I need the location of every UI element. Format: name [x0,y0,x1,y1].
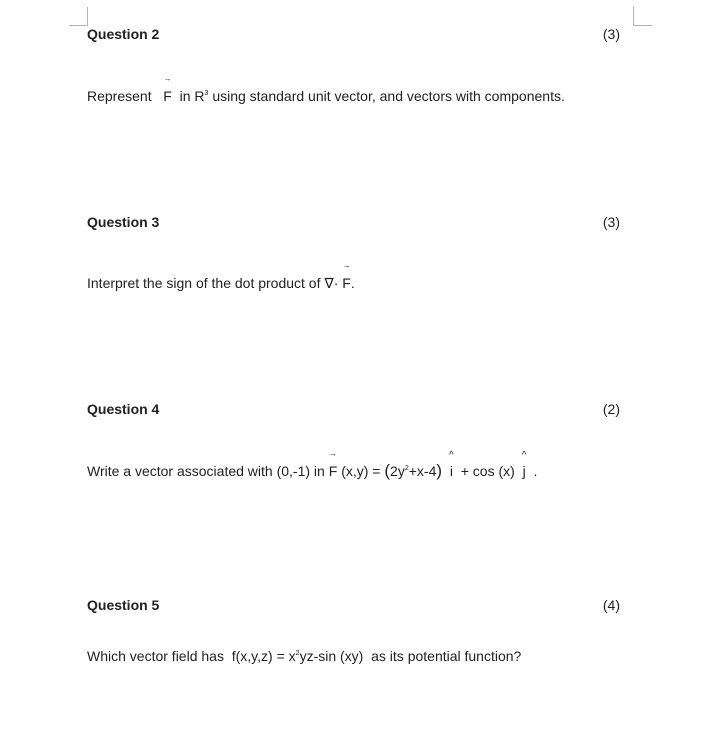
question-4-text-after: . [533,463,538,479]
question-4-term1-post: +x-4 [408,463,437,479]
question-5-f-post: yz-sin (xy) [299,648,364,664]
vector-arrow-icon: → [329,449,338,458]
question-2-marks: (3) [602,26,620,42]
question-3-body [87,261,355,292]
page-corner-marker-top-right [633,7,652,26]
question-5-text-before: Which vector field has [87,648,224,664]
question-2-exponent: 3 [204,90,209,97]
question-2-title: Question 2 [87,26,160,42]
question-5-text-after: as its potential function? [371,648,522,664]
page-corner-marker-top-left [69,7,88,26]
question-2-in-label: in R [179,88,205,104]
unit-vector-i: ^ i [449,450,454,479]
question-5-body [87,648,521,664]
question-5-title: Question 5 [87,597,160,613]
vector-f: → F [328,449,338,479]
question-4-text-before: Write a vector associated with (0,-1) in [87,463,325,479]
paren-open: ( [384,461,391,480]
question-2-body [87,74,565,104]
question-3-marks: (3) [602,214,620,230]
question-4-term1-exp: 2 [404,465,409,472]
question-5-f-exp: 2 [295,650,300,657]
unit-vector-j: ^ j [521,450,527,479]
question-2-text-before: Represent [87,88,152,104]
hat-icon: ^ [521,450,527,461]
vector-arrow-icon: → [163,74,172,83]
question-3-text-after: . [350,275,355,291]
question-3-text-before: Interpret the sign of the dot product of ∇· [87,275,339,291]
vector-arrow-icon: → [342,261,351,270]
paren-close: ) [436,461,443,480]
question-4-func-args: (x,y) = [341,463,381,479]
hat-icon: ^ [449,450,454,461]
question-4-title: Question 4 [87,401,160,417]
question-4-body [87,449,538,481]
vector-f: → F [342,261,351,291]
question-4-marks: (2) [602,401,620,417]
vector-f: → F [163,74,172,104]
question-3-title: Question 3 [87,214,160,230]
question-4-term2: + cos (x) [460,463,515,479]
question-5-f-pre: f(x,y,z) = x [231,648,296,664]
question-4-term1-pre: 2y [390,463,405,479]
question-5-marks: (4) [602,597,620,613]
question-2-text-after: using standard unit vector, and vectors with components. [212,88,565,104]
